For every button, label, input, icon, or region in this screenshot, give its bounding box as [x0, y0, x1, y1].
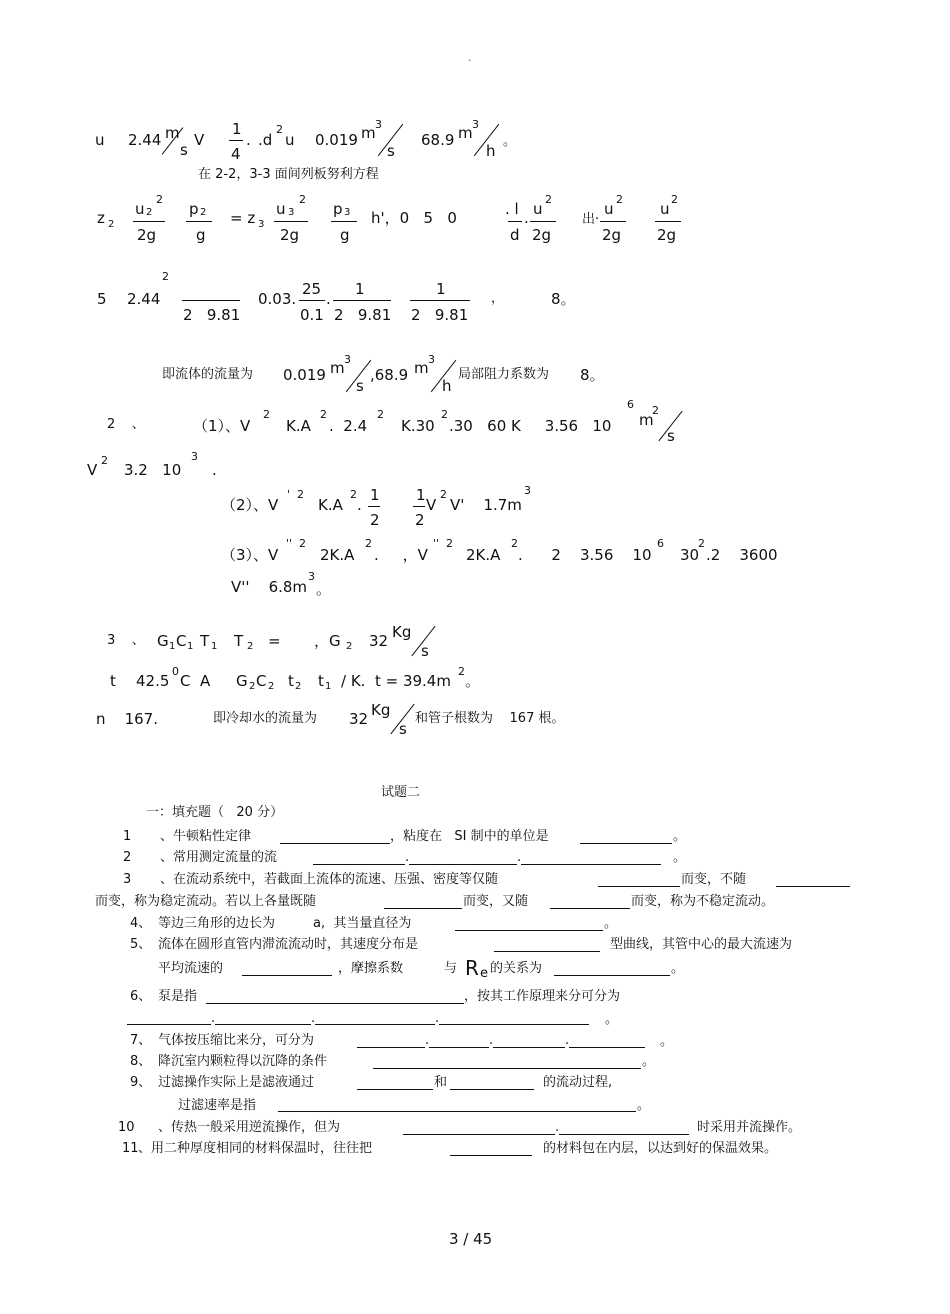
- eq-text: 2: [350, 488, 357, 501]
- eq-text: s: [180, 141, 188, 159]
- eq-text: 3: [344, 353, 351, 366]
- header-marker: .: [468, 51, 472, 64]
- eq-text: 2g: [280, 226, 300, 244]
- section-heading: 一：填充题（ 20 分）: [146, 805, 284, 820]
- eq-text: （3）、V: [221, 546, 279, 564]
- question-text: 。: [642, 1054, 656, 1069]
- answer-blank[interactable]: [313, 864, 405, 865]
- fraction-bar: [133, 221, 165, 222]
- eq-text: p: [333, 200, 343, 218]
- question-text: 而变，称为稳定流动。若以上各量既随: [95, 894, 317, 909]
- eq-text: ' 2: [287, 488, 305, 501]
- eq-text: 0: [172, 665, 179, 678]
- question-number: 7、: [130, 1033, 152, 1048]
- eq-text: K.30: [401, 417, 435, 435]
- eq-text: s: [387, 142, 395, 160]
- eq-text: 3 、: [107, 633, 145, 648]
- question-number: 1: [123, 829, 132, 844]
- eq-text: 8。: [580, 366, 605, 384]
- answer-blank[interactable]: [598, 886, 680, 887]
- question-text: 降沉室内颗粒得以沉降的条件: [158, 1054, 328, 1069]
- page-number: 3 / 45: [449, 1230, 493, 1248]
- question-text: 而变，称为不稳定流动。: [631, 894, 775, 909]
- answer-blank[interactable]: [409, 864, 517, 865]
- fraction-bar: [655, 221, 681, 222]
- eq-text: 6: [627, 398, 634, 411]
- eq-text: m: [639, 411, 654, 429]
- eq-text: u: [135, 200, 145, 218]
- eq-text: C: [176, 632, 187, 650]
- question-text: 和: [434, 1075, 448, 1090]
- eq-text: 3: [375, 118, 382, 131]
- eq-text: 2: [156, 193, 163, 206]
- summary-text: 和管子根数为 167 根。: [415, 711, 565, 726]
- eq-text: T: [200, 632, 210, 650]
- eq-text: 2: [247, 641, 254, 652]
- fraction-bar: [186, 221, 212, 222]
- eq-text: u: [276, 200, 286, 218]
- eq-text: d: [510, 226, 520, 244]
- answer-blank[interactable]: [373, 1068, 641, 1069]
- question-text: 的流动过程,: [543, 1075, 613, 1090]
- eq-text: 30: [680, 546, 700, 564]
- eq-text: 2: [146, 207, 153, 218]
- answer-blank[interactable]: [215, 1024, 311, 1025]
- eq-text: C: [256, 672, 267, 690]
- eq-text: z: [97, 209, 105, 227]
- eq-text: g: [196, 226, 206, 244]
- eq-text: 2: [295, 681, 302, 692]
- question-text: ，按其工作原理来分可分为: [464, 989, 621, 1004]
- reynolds-symbol: R: [465, 956, 479, 980]
- eq-text: 2: [377, 408, 384, 421]
- question-text: 的关系为: [490, 961, 543, 976]
- eq-text: G: [236, 672, 248, 690]
- question-text: 过滤操作实际上是滤液通过: [158, 1075, 315, 1090]
- eq-text: .30 60 K 3.56 10: [449, 417, 612, 435]
- question-text: 过滤速率是指: [178, 1098, 257, 1113]
- eq-text: .: [357, 496, 362, 514]
- eq-text: .: [212, 461, 217, 479]
- eq-text: 2: [263, 408, 270, 421]
- eq-text: 3: [288, 207, 295, 218]
- eq-text: 2g: [602, 226, 622, 244]
- question-text: 而变，又随: [463, 894, 529, 909]
- eq-text: 2 9.81: [334, 306, 392, 324]
- fraction-bar: [333, 300, 391, 301]
- eq-text: V: [87, 461, 98, 479]
- eq-text: 2: [108, 219, 115, 230]
- question-number: 2: [123, 850, 132, 865]
- eq-text: 2: [545, 193, 552, 206]
- eq-text: 2: [671, 193, 678, 206]
- eq-text: p: [189, 200, 199, 218]
- summary-text: 局部阻力系数为: [458, 367, 550, 382]
- eq-text: 1: [325, 681, 332, 692]
- eq-text: 3: [472, 118, 479, 131]
- question-text: 而变，不随: [681, 872, 747, 887]
- eq-text: 2: [101, 454, 108, 467]
- eq-text: g: [340, 226, 350, 244]
- question-text: 泵是指: [158, 989, 198, 1004]
- eq-text: m: [165, 124, 180, 142]
- eq-text: 1: [355, 280, 365, 298]
- eq-text: s: [667, 427, 675, 445]
- question-text: .: [311, 1011, 316, 1026]
- eq-text: 3: [428, 353, 435, 366]
- eq-text: n 167.: [96, 710, 158, 728]
- eq-text: Kg: [392, 623, 412, 641]
- eq-text: 2: [365, 537, 372, 550]
- fraction-bar: [600, 221, 626, 222]
- eq-text: m: [458, 124, 473, 142]
- question-text: 的材料包在内层，以达到好的保温效果。: [543, 1141, 778, 1156]
- eq-text: . ，V: [374, 546, 428, 564]
- answer-blank[interactable]: [357, 1089, 433, 1090]
- eq-text: 2: [200, 207, 207, 218]
- question-number: 5、: [130, 937, 152, 952]
- exam-title: 试题二: [381, 785, 421, 800]
- eq-text: V'' 6.8m: [231, 578, 308, 596]
- question-text: .: [555, 1120, 560, 1135]
- question-text: 。: [673, 850, 687, 865]
- eq-text: 2: [458, 665, 465, 678]
- eq-text: 3: [258, 219, 265, 230]
- eq-text: m: [361, 124, 376, 142]
- question-text: 、在流动系统中，若截面上流体的流速、压强、密度等仅随: [160, 872, 499, 887]
- question-text: .: [425, 1033, 430, 1048]
- answer-blank[interactable]: [559, 1134, 689, 1135]
- eq-text: 1: [370, 486, 380, 504]
- eq-text: h'，0 5 0: [371, 209, 457, 227]
- question-text: 。: [637, 1098, 651, 1113]
- summary-text: 即冷却水的流量为: [213, 711, 318, 726]
- answer-blank[interactable]: [439, 1024, 589, 1025]
- eq-text: 0.019: [283, 366, 326, 384]
- eq-text: （1）、V: [193, 417, 251, 435]
- answer-blank[interactable]: [493, 1047, 565, 1048]
- eq-text: Kg: [371, 701, 391, 719]
- eq-text: 2: [162, 270, 169, 283]
- eq-text: 1: [187, 641, 194, 652]
- eq-text: 0.019: [315, 131, 358, 149]
- fraction-bar: [229, 140, 243, 141]
- bernoulli-title: 在 2-2，3-3 面间列板努利方程: [198, 167, 379, 182]
- eq-text: G: [157, 632, 169, 650]
- eq-text: .2 3600: [706, 546, 778, 564]
- question-text: ，粘度在 SI 制中的单位是: [390, 829, 549, 844]
- eq-text: 2: [268, 681, 275, 692]
- question-text: 气体按压缩比来分，可分为: [158, 1033, 315, 1048]
- eq-text: 2.44: [128, 131, 162, 149]
- summary-text: 即流体的流量为: [162, 367, 254, 382]
- question-text: .: [211, 1011, 216, 1026]
- eq-text: =: [268, 632, 281, 650]
- eq-text: 2.44: [127, 290, 161, 308]
- eq-text: K.A: [286, 417, 311, 435]
- eq-text: 出·: [582, 212, 600, 227]
- eq-text: 2: [441, 408, 448, 421]
- eq-text: 8。: [551, 290, 576, 308]
- eq-text: .: [326, 290, 331, 308]
- eq-text: 2K.A: [320, 546, 355, 564]
- question-text: .: [489, 1033, 494, 1048]
- question-text: 型曲线，其管中心的最大流速为: [610, 937, 793, 952]
- answer-blank[interactable]: [206, 1003, 464, 1004]
- eq-text: 25: [302, 280, 322, 298]
- eq-text: 。: [316, 580, 332, 598]
- fraction-bar: [182, 300, 240, 301]
- answer-blank[interactable]: [455, 930, 603, 931]
- question-text: .: [517, 850, 522, 865]
- eq-text: 2: [698, 537, 705, 550]
- eq-text: u: [604, 200, 614, 218]
- eq-text: C A: [180, 672, 211, 690]
- question-text: 。: [671, 961, 685, 976]
- eq-text: 32: [349, 710, 369, 728]
- eq-text: 2: [616, 193, 623, 206]
- answer-blank[interactable]: [403, 1134, 555, 1135]
- eq-text: 1: [436, 280, 446, 298]
- eq-text: （2）、V: [221, 496, 279, 514]
- eq-text: 0.03.: [258, 290, 297, 308]
- question-text: a, 其当量直径为: [313, 916, 412, 931]
- answer-blank[interactable]: [450, 1089, 534, 1090]
- eq-text: 2 9.81: [183, 306, 241, 324]
- fraction-bar: [508, 221, 522, 222]
- eq-text: ,68.9: [370, 366, 409, 384]
- question-number: 11: [122, 1141, 139, 1156]
- eq-text: 32: [369, 632, 389, 650]
- question-text: 。: [660, 1034, 674, 1049]
- eq-text: 4: [231, 145, 241, 163]
- fraction-bar: [331, 221, 357, 222]
- eq-text: 3: [524, 484, 531, 497]
- answer-blank[interactable]: [580, 843, 672, 844]
- eq-text: u: [660, 200, 670, 218]
- eq-text: t: [110, 672, 116, 690]
- answer-blank[interactable]: [494, 951, 600, 952]
- question-text: 时采用并流操作。: [697, 1120, 802, 1135]
- eq-text: 。: [465, 672, 481, 690]
- eq-text: 2: [370, 511, 380, 529]
- eq-text: 2: [249, 681, 256, 692]
- answer-blank[interactable]: [521, 864, 661, 865]
- eq-text: '' 2: [286, 537, 307, 550]
- question-text: 、用二种厚度相同的材料保温时，往往把: [138, 1141, 373, 1156]
- eq-text: t: [318, 672, 324, 690]
- eq-text: 2 、: [107, 417, 145, 432]
- answer-blank[interactable]: [569, 1047, 645, 1048]
- eq-text: 6: [657, 537, 664, 550]
- eq-text: t: [288, 672, 294, 690]
- eq-text: 2: [276, 123, 283, 136]
- answer-blank[interactable]: [384, 908, 462, 909]
- eq-text: 2: [652, 404, 659, 417]
- answer-blank[interactable]: [450, 1155, 532, 1156]
- eq-text: 。: [503, 134, 517, 149]
- eq-text: 1: [211, 641, 218, 652]
- eq-text: s: [399, 720, 407, 738]
- fraction-bar: [274, 221, 308, 222]
- question-text: .: [565, 1033, 570, 1048]
- question-number: 8、: [130, 1054, 152, 1069]
- answer-blank[interactable]: [280, 843, 390, 844]
- eq-text: m: [414, 359, 429, 377]
- question-text: 。: [673, 829, 687, 844]
- eq-text: 2: [299, 193, 306, 206]
- eq-text: .d: [258, 131, 273, 149]
- question-text: 、牛顿粘性定律: [160, 829, 252, 844]
- answer-blank[interactable]: [429, 1047, 489, 1048]
- eq-text: 3: [308, 570, 315, 583]
- eq-text: . 2.4: [329, 417, 368, 435]
- question-number: 9、: [130, 1075, 152, 1090]
- question-number: 3: [123, 872, 132, 887]
- fraction-bar: [413, 506, 425, 507]
- question-text: 、常用测定流量的流: [160, 850, 278, 865]
- fraction-bar: [530, 221, 556, 222]
- eq-text: V' 1.7m: [450, 496, 522, 514]
- eq-text: 5: [97, 290, 107, 308]
- answer-blank[interactable]: [357, 1047, 425, 1048]
- eq-text: u: [285, 131, 295, 149]
- eq-text: s: [421, 642, 429, 660]
- eq-text: 2: [511, 537, 518, 550]
- eq-text: h: [442, 377, 452, 395]
- eq-text: 2g: [137, 226, 157, 244]
- question-text: ，摩擦系数: [338, 961, 404, 976]
- answer-blank[interactable]: [278, 1111, 636, 1112]
- question-text: 。: [604, 916, 618, 931]
- answer-blank[interactable]: [242, 975, 332, 976]
- eq-text: V: [426, 496, 437, 514]
- eq-text: 68.9: [421, 131, 455, 149]
- eq-text: . l: [505, 200, 519, 218]
- eq-text: 1: [232, 120, 242, 138]
- answer-blank[interactable]: [550, 908, 630, 909]
- answer-blank[interactable]: [554, 975, 670, 976]
- eq-text: 2K.A: [466, 546, 501, 564]
- eq-text: ，G: [314, 632, 341, 650]
- eq-text: 0.1: [300, 306, 324, 324]
- eq-text: 42.5: [136, 672, 170, 690]
- question-text: .: [405, 850, 410, 865]
- question-text: 等边三角形的边长为: [158, 916, 276, 931]
- question-number: 10: [118, 1120, 135, 1135]
- eq-text: 3: [344, 207, 351, 218]
- eq-text: 1: [169, 641, 176, 652]
- eq-text: 3: [191, 450, 198, 463]
- question-text: .: [435, 1011, 440, 1026]
- fraction-bar: [410, 300, 470, 301]
- answer-blank[interactable]: [776, 886, 850, 887]
- reynolds-symbol: e: [480, 966, 488, 981]
- eq-text: 2g: [532, 226, 552, 244]
- eq-text: ，: [491, 291, 505, 306]
- eq-text: h: [486, 142, 496, 160]
- eq-text: = z: [230, 209, 256, 227]
- eq-text: m: [330, 359, 345, 377]
- question-number: 4、: [130, 916, 152, 931]
- question-text: 平均流速的: [158, 961, 224, 976]
- eq-text: .: [246, 131, 251, 149]
- eq-text: 2: [440, 488, 447, 501]
- eq-text: 2g: [657, 226, 677, 244]
- fraction-bar: [368, 506, 380, 507]
- eq-text: .: [524, 209, 529, 227]
- eq-text: u: [533, 200, 543, 218]
- question-number: 6、: [130, 989, 152, 1004]
- eq-text: V: [194, 131, 205, 149]
- fraction-bar: [299, 300, 325, 301]
- eq-text: . 2 3.56 10: [518, 546, 652, 564]
- question-text: 、传热一般采用逆流操作，但为: [158, 1120, 341, 1135]
- eq-text: 2: [346, 641, 353, 652]
- question-text: 与: [444, 961, 458, 976]
- answer-blank[interactable]: [127, 1024, 211, 1025]
- eq-text: T: [234, 632, 244, 650]
- eq-text: / K. t = 39.4m: [341, 672, 451, 690]
- eq-text: 3.2 10: [124, 461, 182, 479]
- eq-text: '' 2: [433, 537, 454, 550]
- eq-text: 2 9.81: [411, 306, 469, 324]
- eq-text: 2: [415, 511, 425, 529]
- eq-text: u: [95, 131, 105, 149]
- question-text: 。: [605, 1012, 619, 1027]
- answer-blank[interactable]: [315, 1024, 435, 1025]
- eq-text: 1: [416, 486, 426, 504]
- question-text: 流体在圆形直管内滞流流动时，其速度分布是: [158, 937, 419, 952]
- eq-text: s: [356, 377, 364, 395]
- eq-text: K.A: [318, 496, 343, 514]
- eq-text: 2: [320, 408, 327, 421]
